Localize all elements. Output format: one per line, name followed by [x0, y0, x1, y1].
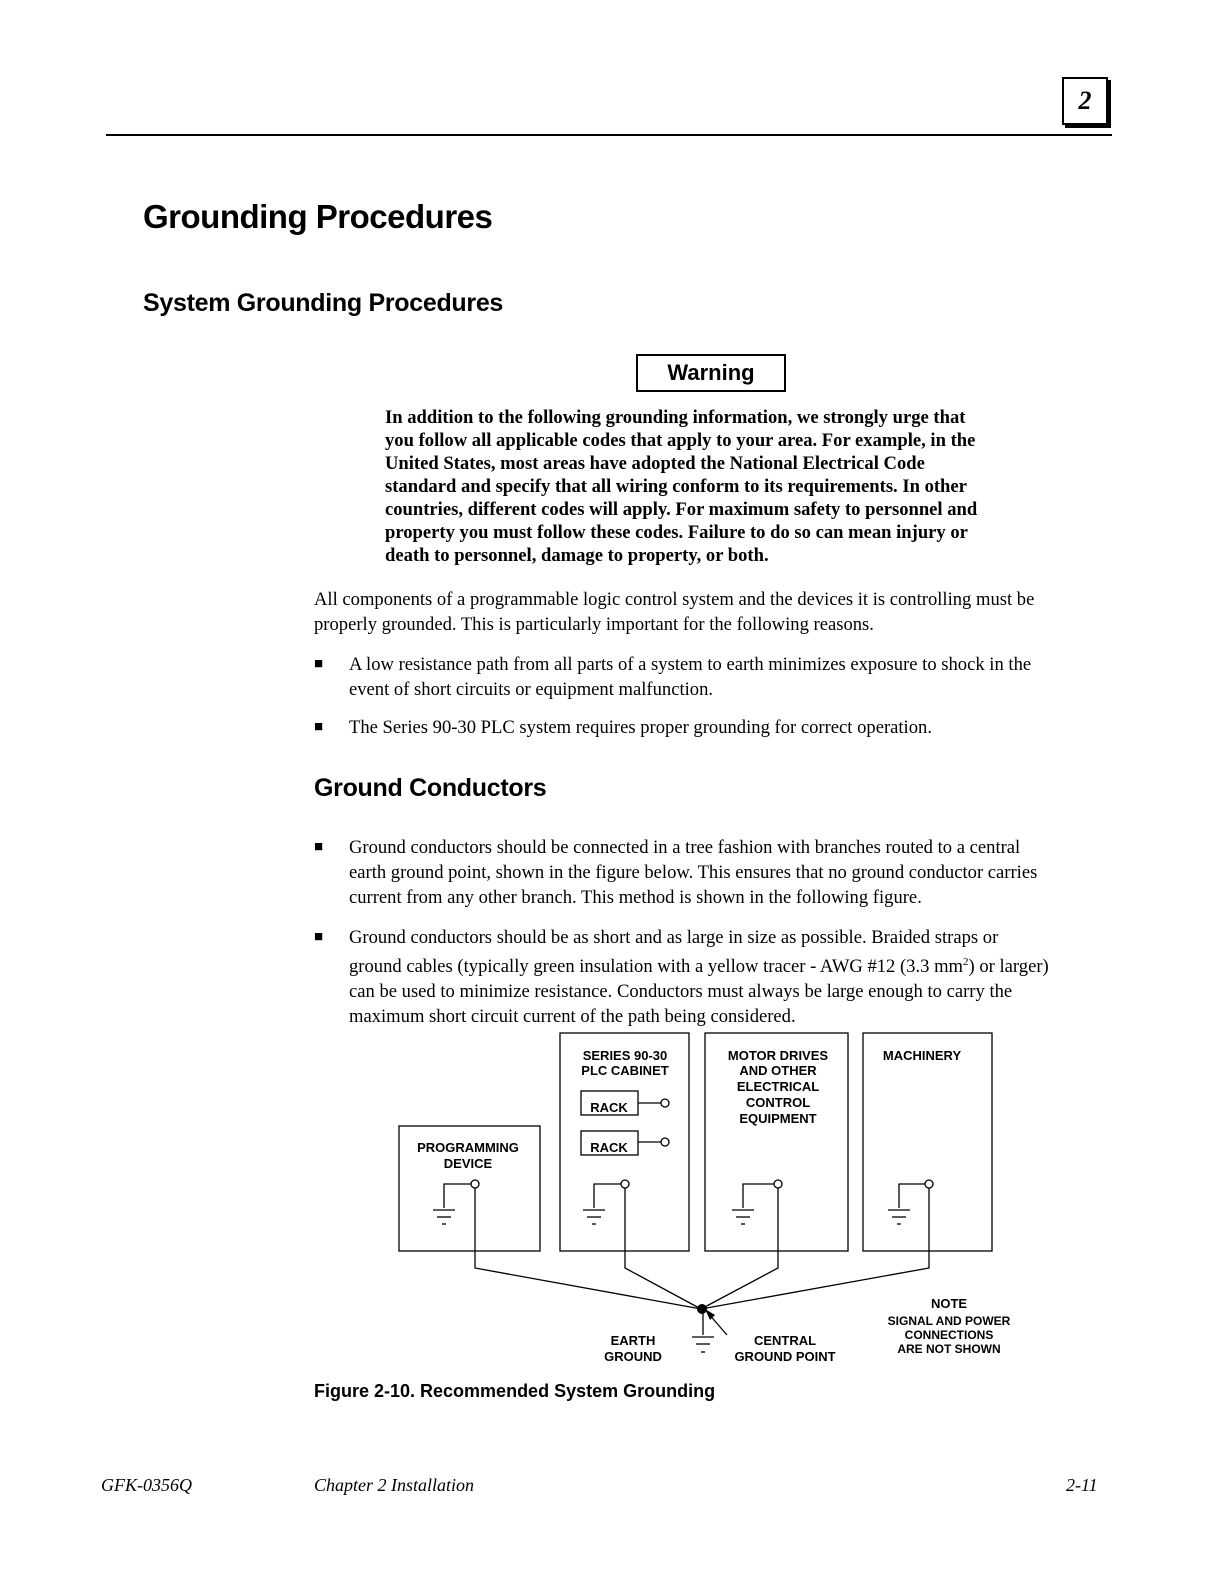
footer-doc-id: GFK-0356Q — [101, 1475, 192, 1495]
footer-page-number: 2-11 — [1066, 1475, 1098, 1495]
intro-line: properly grounded. This is particularly important for the following reasons. — [314, 614, 874, 635]
bullet-mark: ■ — [314, 929, 324, 945]
footer-chapter: Chapter 2 Installation — [314, 1475, 475, 1495]
bullet-mark: ■ — [314, 656, 324, 672]
earth-ground-label: GROUND — [604, 1349, 662, 1364]
bullet-line: maximum short circuit current of the path being considered. — [349, 1006, 796, 1028]
plc-cabinet-label: PLC CABINET — [581, 1063, 669, 1078]
bullet-line: current from any other branch. This method is shown in the following figure. — [349, 887, 922, 908]
note-line: CONNECTIONS — [904, 1328, 994, 1342]
warning-line: standard and specify that all wiring conform to its requirements. In other — [385, 476, 967, 497]
bullet-line: Ground conductors should be as short and as large in size as possible. Braided straps or — [349, 927, 999, 948]
bullet-mark: ■ — [314, 839, 324, 855]
warning-line: countries, different codes will apply. For maximum safety to personnel and — [385, 499, 978, 520]
programming-device-label: PROGRAMMING — [417, 1140, 519, 1155]
note-title: NOTE — [930, 1296, 968, 1311]
rack-label: RACK — [590, 1140, 628, 1155]
machinery-box — [863, 1033, 992, 1251]
bullet-line-part: ground cables (typically green insulation with a yellow tracer - AWG #12 (3.3 mm — [349, 956, 964, 978]
motor-drives-label: EQUIPMENT — [739, 1111, 817, 1126]
intro-line: All components of a programmable logic control system and the devices it is controlling must be — [314, 589, 1035, 610]
ground-conductors-title: Ground Conductors — [314, 774, 547, 802]
bullet-line: The Series 90-30 PLC system requires proper grounding for correct operation. — [349, 717, 932, 738]
motor-drives-label: AND OTHER — [739, 1063, 817, 1078]
machinery-label: MACHINERY — [882, 1048, 962, 1063]
bullet-line: A low resistance path from all parts of a system to earth minimizes exposure to shock in the — [349, 654, 1032, 675]
motor-drives-label: ELECTRICAL — [736, 1079, 820, 1094]
earth-ground-label: EARTH — [610, 1333, 656, 1348]
rack-label: RACK — [590, 1100, 628, 1115]
central-ground-point-label: CENTRAL — [753, 1333, 817, 1348]
chapter-number-box: 2 — [1062, 77, 1108, 125]
bullet-mark: ■ — [314, 719, 324, 735]
motor-drives-label: CONTROL — [745, 1095, 811, 1110]
bullet-line: event of short circuits or equipment malfunction. — [349, 679, 714, 700]
warning-line: death to personnel, damage to property, or both. — [385, 545, 769, 566]
note-line: SIGNAL AND POWER — [887, 1314, 1011, 1328]
bullet-line: can be used to minimize resistance. Conductors must always be large enough to carry the — [349, 981, 1013, 1003]
figure-caption: Figure 2-10. Recommended System Grounding — [314, 1381, 716, 1401]
plc-cabinet-label: SERIES 90-30 — [582, 1048, 668, 1063]
warning-label: Warning — [636, 354, 786, 392]
section-title: System Grounding Procedures — [143, 289, 504, 317]
superscript: 2 — [963, 956, 969, 968]
warning-line: you follow all applicable codes that apply to your area. For example, in the — [385, 430, 976, 451]
warning-line: United States, most areas have adopted the National Electrical Code — [385, 453, 925, 474]
warning-line: In addition to the following grounding information, we strongly urge that — [385, 407, 966, 428]
motor-drives-label: MOTOR DRIVES — [727, 1048, 829, 1063]
bullet-line-part: ) or larger) — [968, 956, 1049, 978]
programming-device-label: DEVICE — [443, 1156, 493, 1171]
central-ground-point-label: GROUND POINT — [734, 1349, 836, 1364]
bullet-line: Ground conductors should be connected in a tree fashion with branches routed to a central — [349, 837, 1021, 858]
page-title: Grounding Procedures — [143, 198, 493, 235]
note-line: ARE NOT SHOWN — [897, 1342, 1001, 1356]
warning-line: property you must follow these codes. Failure to do so can mean injury or — [385, 522, 968, 543]
bullet-line: earth ground point, shown in the figure below. This ensures that no ground conductor carries — [349, 862, 1038, 883]
